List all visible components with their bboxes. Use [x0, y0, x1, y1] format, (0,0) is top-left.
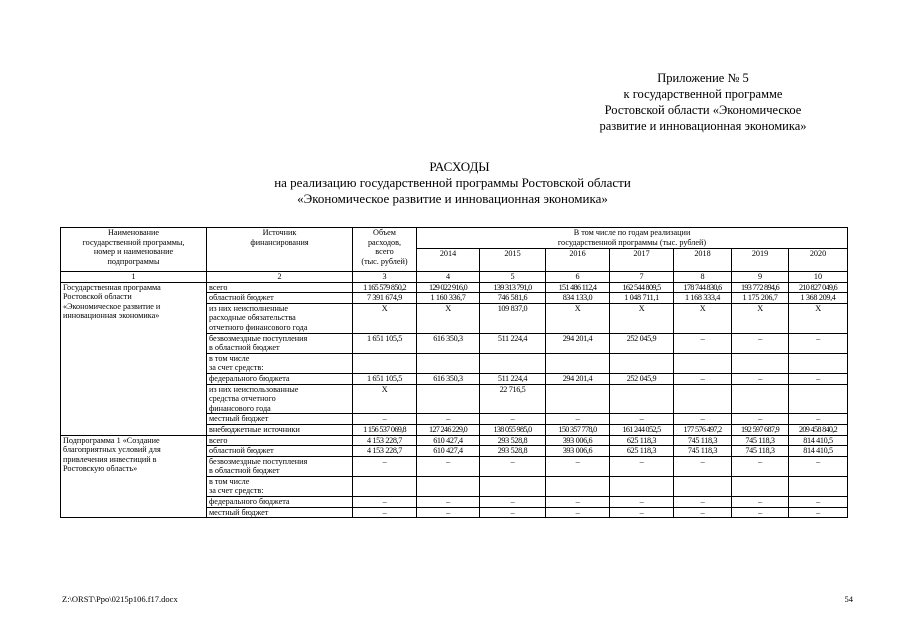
year-value-cell: – [674, 333, 732, 353]
source-line: всего [209, 282, 228, 292]
year-value-cell: Х [732, 303, 789, 333]
header-by-years [417, 228, 848, 249]
year-value-cell: – [674, 373, 732, 384]
year-value-cell: – [417, 497, 480, 508]
year-value-cell: – [732, 507, 789, 518]
year-value-cell [480, 476, 546, 496]
total-value-cell: 4 153 228,7 [353, 435, 417, 446]
source-line: внебюджетные источники [209, 424, 300, 434]
source-cell [207, 456, 353, 476]
header-text: финансирования [250, 237, 309, 247]
year-value-cell: 1 160 336,7 [417, 293, 480, 304]
year-value-cell: 139 313 791,0 [480, 282, 546, 293]
page-number: 54 [844, 594, 853, 604]
year-value-cell: 625 118,3 [610, 435, 674, 446]
header-text: Наименование [107, 228, 159, 237]
year-value-cell: 293 528,8 [480, 446, 546, 457]
total-value-cell [353, 353, 417, 373]
name-line: Ростовскую область» [63, 464, 138, 474]
header-volume [353, 228, 417, 272]
source-line: всего [209, 435, 228, 445]
header-text: государственной программы (тыс. рублей) [557, 237, 707, 247]
year-value-cell: – [610, 497, 674, 508]
year-value-cell: – [674, 507, 732, 518]
source-line: местный бюджет [209, 414, 269, 424]
year-value-cell: 511 224,4 [480, 333, 546, 353]
column-number: 4 [417, 272, 480, 283]
year-value-cell [674, 476, 732, 496]
source-line: областной бюджет [209, 446, 274, 456]
header-text: В том числе по годам реализации [573, 228, 691, 237]
year-value-cell: – [789, 507, 848, 518]
year-value-cell: – [417, 507, 480, 518]
year-value-cell [610, 476, 674, 496]
year-value-cell: – [789, 497, 848, 508]
year-value-cell [417, 476, 480, 496]
total-value-cell: 4 153 228,7 [353, 446, 417, 457]
source-line: федерального бюджета [209, 373, 290, 383]
column-number: 10 [789, 272, 848, 283]
year-value-cell: 610 427,4 [417, 435, 480, 446]
year-value-cell: 814 410,5 [789, 435, 848, 446]
source-cell [207, 414, 353, 425]
year-value-cell: 138 055 985,0 [480, 424, 546, 435]
year-value-cell: 746 581,6 [480, 293, 546, 304]
source-cell [207, 476, 353, 496]
year-value-cell: 814 410,5 [789, 446, 848, 457]
source-line: областной бюджет [209, 293, 274, 303]
header-text: (тыс. рублей) [361, 256, 408, 266]
year-value-cell [789, 353, 848, 373]
year-value-cell: 150 357 778,0 [546, 424, 610, 435]
year-value-cell [546, 476, 610, 496]
header-year: 2014 [417, 249, 480, 272]
year-value-cell: 1 048 711,1 [610, 293, 674, 304]
year-value-cell [417, 353, 480, 373]
header-year: 2018 [674, 249, 732, 272]
source-line: в том числе [209, 353, 250, 363]
header-text: номер и наименование [93, 247, 174, 257]
source-cell [207, 497, 353, 508]
year-value-cell: 1 168 333,4 [674, 293, 732, 304]
year-value-cell: – [674, 414, 732, 425]
source-line: в областной бюджет [209, 343, 280, 353]
source-line: отчетного финансового года [209, 322, 308, 332]
year-value-cell: – [674, 497, 732, 508]
year-value-cell: 209 458 840,2 [789, 424, 848, 435]
table-row [61, 282, 848, 293]
year-value-cell: 294 201,4 [546, 373, 610, 384]
year-value-cell: 162 544 809,5 [610, 282, 674, 293]
year-value-cell: – [610, 414, 674, 425]
year-value-cell [480, 353, 546, 373]
year-value-cell: – [610, 507, 674, 518]
year-value-cell: Х [674, 303, 732, 333]
year-value-cell: 616 350,3 [417, 333, 480, 353]
source-line: из них неисполненные [209, 303, 288, 313]
document-title [0, 159, 905, 207]
year-value-cell: 192 597 687,9 [732, 424, 789, 435]
column-number: 7 [610, 272, 674, 283]
year-value-cell: 252 045,9 [610, 333, 674, 353]
year-value-cell: – [546, 456, 610, 476]
year-value-cell: – [610, 456, 674, 476]
year-value-cell: – [480, 414, 546, 425]
year-value-cell: 129 022 916,0 [417, 282, 480, 293]
column-number: 1 [61, 272, 207, 283]
year-value-cell: – [732, 456, 789, 476]
source-cell [207, 333, 353, 353]
source-cell [207, 446, 353, 457]
header-year: 2020 [789, 249, 848, 272]
year-value-cell: 511 224,4 [480, 373, 546, 384]
source-cell [207, 282, 353, 293]
year-value-cell: 616 350,3 [417, 373, 480, 384]
total-value-cell: Х [353, 384, 417, 414]
year-value-cell [674, 384, 732, 414]
table-header-row [61, 228, 848, 249]
year-value-cell: – [417, 456, 480, 476]
year-value-cell: – [732, 414, 789, 425]
header-text: расходов, [367, 237, 402, 247]
total-value-cell: 1 651 105,5 [353, 373, 417, 384]
source-line: местный бюджет [209, 507, 269, 517]
year-value-cell: – [480, 456, 546, 476]
appendix-header [543, 70, 863, 134]
column-number: 5 [480, 272, 546, 283]
year-value-cell: – [480, 497, 546, 508]
name-line: благоприятных условий для [63, 445, 161, 455]
year-value-cell: 745 118,3 [732, 435, 789, 446]
column-number-row [61, 272, 848, 283]
header-source [207, 228, 353, 272]
year-value-cell: 193 772 894,6 [732, 282, 789, 293]
column-number: 9 [732, 272, 789, 283]
name-line: Государственная программа [63, 282, 161, 292]
header-text: всего [375, 247, 394, 257]
source-cell [207, 384, 353, 414]
year-value-cell: Х [417, 303, 480, 333]
year-value-cell: 294 201,4 [546, 333, 610, 353]
source-cell [207, 373, 353, 384]
year-value-cell: – [417, 414, 480, 425]
year-value-cell: 293 528,8 [480, 435, 546, 446]
year-value-cell: Х [546, 303, 610, 333]
year-value-cell: – [789, 414, 848, 425]
year-value-cell: Х [610, 303, 674, 333]
name-line: Ростовской области [63, 292, 132, 302]
total-value-cell: – [353, 414, 417, 425]
year-value-cell: 1 175 206,7 [732, 293, 789, 304]
year-value-cell: 109 837,0 [480, 303, 546, 333]
header-text: Источник [262, 228, 297, 237]
year-value-cell: – [674, 456, 732, 476]
year-value-cell: 177 576 497,2 [674, 424, 732, 435]
year-value-cell: 252 045,9 [610, 373, 674, 384]
appendix-line: развитие и инновационная экономика» [599, 119, 807, 133]
source-line: за счет средств: [209, 363, 264, 373]
header-year: 2016 [546, 249, 610, 272]
total-value-cell: – [353, 507, 417, 518]
file-path: Z:\ORST\Ppo\0215p106.f17.docx [62, 594, 178, 604]
header-year: 2015 [480, 249, 546, 272]
source-cell [207, 435, 353, 446]
year-value-cell [732, 476, 789, 496]
name-line: инновационная экономика» [63, 311, 160, 321]
total-value-cell: – [353, 456, 417, 476]
source-cell [207, 293, 353, 304]
column-number: 8 [674, 272, 732, 283]
header-year: 2019 [732, 249, 789, 272]
source-line: в том числе [209, 476, 250, 486]
source-line: безвозмездные поступления [209, 333, 308, 343]
name-line: «Экономическое развитие и [63, 301, 161, 311]
year-value-cell: 745 118,3 [674, 446, 732, 457]
year-value-cell: 178 744 830,6 [674, 282, 732, 293]
column-number: 3 [353, 272, 417, 283]
year-value-cell [732, 353, 789, 373]
year-value-cell: – [789, 456, 848, 476]
total-value-cell: 1 156 537 069,8 [353, 424, 417, 435]
year-value-cell: – [732, 497, 789, 508]
year-value-cell: 22 716,5 [480, 384, 546, 414]
year-value-cell [789, 476, 848, 496]
source-cell [207, 353, 353, 373]
source-line: федерального бюджета [209, 497, 290, 507]
total-value-cell: – [353, 497, 417, 508]
year-value-cell: – [789, 373, 848, 384]
year-value-cell [732, 384, 789, 414]
year-value-cell [546, 384, 610, 414]
year-value-cell: 210 827 049,6 [789, 282, 848, 293]
source-line: за счет средств: [209, 486, 264, 496]
appendix-line: Приложение № 5 [657, 71, 749, 85]
year-value-cell: – [732, 373, 789, 384]
year-value-cell: 127 246 229,0 [417, 424, 480, 435]
source-line: расходные обязательства [209, 313, 296, 323]
source-line: в областной бюджет [209, 466, 280, 476]
year-value-cell: 393 006,6 [546, 435, 610, 446]
title-line: «Экономическое развитие и инновационная экономика» [297, 191, 608, 206]
year-value-cell: – [546, 497, 610, 508]
source-line: средства отчетного [209, 394, 276, 404]
appendix-line: к государственной программе [623, 87, 783, 101]
year-value-cell [610, 384, 674, 414]
source-line: из них неиспользованные [209, 384, 299, 394]
year-value-cell: 745 118,3 [732, 446, 789, 457]
year-value-cell [417, 384, 480, 414]
year-value-cell: 151 486 112,4 [546, 282, 610, 293]
subprogram-name-cell [61, 435, 207, 518]
year-value-cell [789, 384, 848, 414]
year-value-cell [674, 353, 732, 373]
source-cell [207, 303, 353, 333]
expenses-table [60, 227, 848, 518]
year-value-cell: – [789, 333, 848, 353]
year-value-cell: 745 118,3 [674, 435, 732, 446]
source-line: безвозмездные поступления [209, 456, 308, 466]
year-value-cell: Х [789, 303, 848, 333]
column-number: 2 [207, 272, 353, 283]
year-value-cell: 625 118,3 [610, 446, 674, 457]
title-line: РАСХОДЫ [429, 159, 490, 174]
source-cell [207, 507, 353, 518]
total-value-cell: 7 391 674,9 [353, 293, 417, 304]
year-value-cell: 393 006,6 [546, 446, 610, 457]
total-value-cell: 1 165 579 850,2 [353, 282, 417, 293]
total-value-cell: Х [353, 303, 417, 333]
header-text: государственной программы, [82, 237, 185, 247]
header-year: 2017 [610, 249, 674, 272]
title-line: на реализацию государственной программы Ростовской области [274, 175, 631, 190]
header-text: Объем [373, 228, 396, 237]
year-value-cell: – [732, 333, 789, 353]
header-text: подпрограммы [107, 256, 160, 266]
year-value-cell: – [546, 507, 610, 518]
year-value-cell: – [546, 414, 610, 425]
total-value-cell [353, 476, 417, 496]
year-value-cell [546, 353, 610, 373]
header-name [61, 228, 207, 272]
year-value-cell [610, 353, 674, 373]
source-cell [207, 424, 353, 435]
name-line: привлечения инвестиций в [63, 454, 157, 464]
year-value-cell: – [480, 507, 546, 518]
appendix-line: Ростовской области «Экономическое [604, 103, 802, 117]
total-value-cell: 1 651 105,5 [353, 333, 417, 353]
column-number: 6 [546, 272, 610, 283]
name-line: Подпрограмма 1 «Создание [63, 435, 160, 445]
year-value-cell: 834 133,0 [546, 293, 610, 304]
program-name-cell [61, 282, 207, 435]
year-value-cell: 610 427,4 [417, 446, 480, 457]
year-value-cell: 161 244 052,5 [610, 424, 674, 435]
year-value-cell: 1 368 209,4 [789, 293, 848, 304]
table-row [61, 435, 848, 446]
source-line: финансового года [209, 403, 271, 413]
